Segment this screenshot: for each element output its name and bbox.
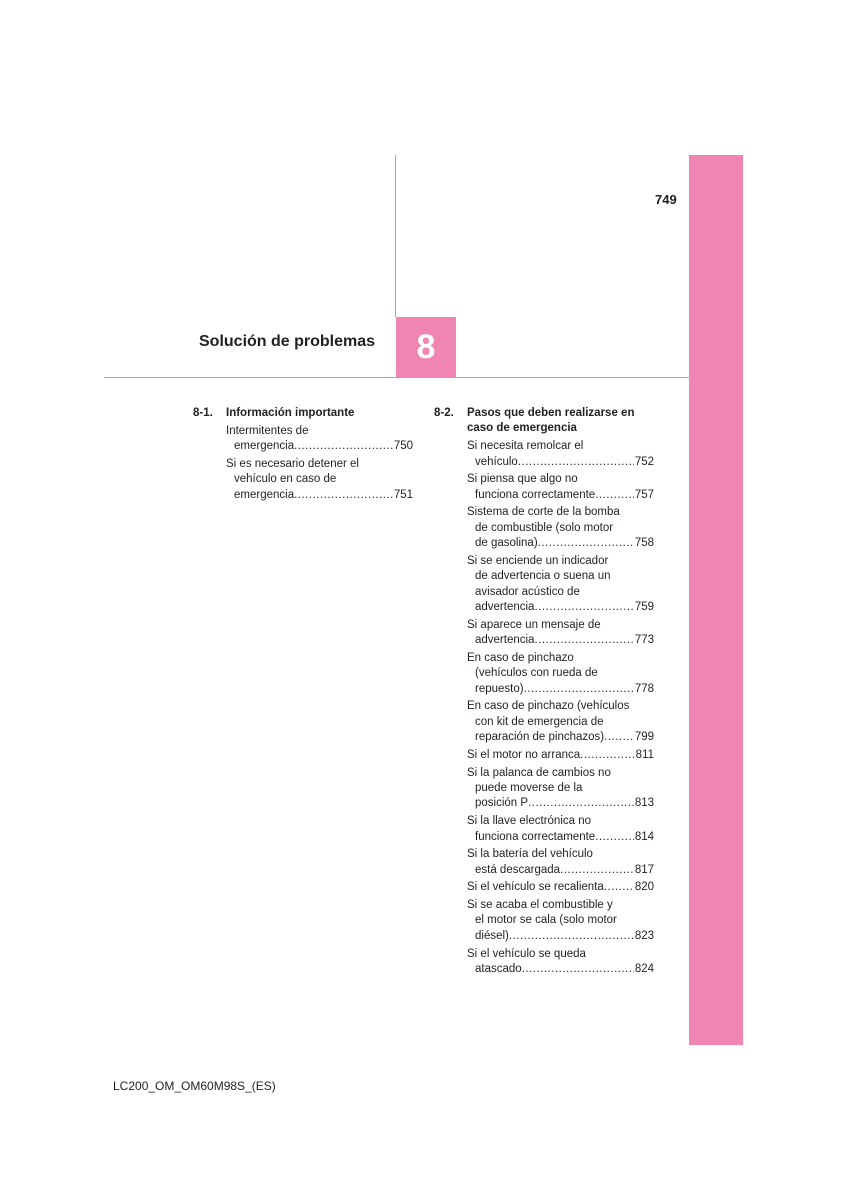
- toc-entry[interactable]: [226, 457, 413, 503]
- toc-page-ref[interactable]: 750: [393, 440, 413, 453]
- toc-entry-line: Si aparece un mensaje de: [467, 618, 601, 631]
- toc-entry-line: Si necesita remolcar el: [467, 440, 584, 453]
- section-title-line: caso de emergencia: [467, 422, 577, 435]
- toc-page-ref[interactable]: 799: [634, 731, 654, 744]
- toc-entry[interactable]: [467, 766, 654, 812]
- toc-entry-last-line: [467, 633, 654, 648]
- toc-page-ref[interactable]: 752: [634, 455, 654, 468]
- toc-entry-last-line: [467, 730, 654, 745]
- dot-leader: [528, 796, 634, 811]
- toc-entry[interactable]: [467, 847, 654, 878]
- toc-page-ref[interactable]: 757: [634, 488, 654, 501]
- toc-entry-line: Sistema de corte de la bomba: [467, 506, 620, 519]
- toc-entry-line: atascado: [475, 962, 522, 975]
- section-heading: [434, 406, 654, 437]
- toc-entry-line: funciona correctamente: [475, 488, 596, 501]
- section-number: 8-1.: [193, 407, 213, 419]
- dot-leader: [604, 730, 634, 745]
- toc-entry[interactable]: [467, 898, 654, 944]
- dot-leader: [595, 830, 634, 845]
- toc-entry-line: Intermitentes de: [226, 424, 309, 437]
- toc-entry-line: el motor se cala (solo motor: [475, 914, 617, 927]
- chapter-number-box: [396, 317, 456, 377]
- header-vertical-rule: [395, 155, 396, 317]
- toc-entry[interactable]: [467, 554, 654, 616]
- toc-page-ref[interactable]: 823: [634, 929, 654, 942]
- toc-entry-line: de combustible (solo motor: [475, 521, 614, 534]
- toc-entry[interactable]: [226, 424, 413, 455]
- toc-entry[interactable]: [467, 748, 654, 763]
- dot-leader: [294, 488, 393, 503]
- dot-leader: [524, 682, 634, 697]
- toc-entry-line: Si la palanca de cambios no: [467, 766, 611, 779]
- dot-leader: [580, 748, 635, 763]
- section-title-line: Pasos que deben realizarse en: [467, 407, 635, 419]
- dot-leader: [538, 536, 634, 551]
- toc-entry[interactable]: [467, 472, 654, 503]
- toc-entry-line: de advertencia o suena un: [475, 570, 611, 583]
- toc-entry-line: emergencia: [234, 488, 295, 501]
- toc-entry-last-line: [467, 880, 654, 895]
- toc-entry-line: Si piensa que algo no: [467, 473, 578, 486]
- toc-entry-line: reparación de pinchazos): [475, 731, 605, 744]
- dot-leader: [604, 880, 634, 895]
- toc-entry-last-line: [226, 439, 413, 454]
- toc-entry[interactable]: [467, 814, 654, 845]
- toc-entry[interactable]: [467, 439, 654, 470]
- chapter-tab-strip: [689, 155, 743, 1045]
- toc-entry-last-line: [467, 600, 654, 615]
- toc-page-ref[interactable]: 751: [393, 488, 413, 501]
- section-title-line: Información importante: [226, 407, 355, 419]
- toc-entry-line: diésel): [475, 929, 509, 942]
- toc-page-ref[interactable]: 813: [634, 797, 654, 810]
- toc-entry-line: advertencia: [475, 601, 535, 614]
- section-title: [226, 406, 354, 421]
- toc-entry-last-line: [467, 830, 654, 845]
- section-number: 8-2.: [434, 407, 454, 419]
- toc-entry-line: Si el motor no arranca: [467, 748, 581, 761]
- toc-entry-last-line: [467, 796, 654, 811]
- dot-leader: [534, 600, 633, 615]
- section-title: [467, 406, 634, 437]
- toc-entry[interactable]: [467, 505, 654, 551]
- toc-entry-last-line: [467, 962, 654, 977]
- toc-entry-last-line: [226, 488, 413, 503]
- toc-entry-last-line: [467, 748, 654, 763]
- toc-entry-line: funciona correctamente: [475, 830, 596, 843]
- toc-page-ref[interactable]: 759: [634, 601, 654, 614]
- dot-leader: [294, 439, 393, 454]
- dot-leader: [509, 929, 634, 944]
- toc-entry-line: puede moverse de la: [475, 782, 583, 795]
- toc-entry-line: advertencia: [475, 634, 535, 647]
- toc-entry-line: (vehículos con rueda de: [475, 667, 598, 680]
- toc-entry-last-line: [467, 929, 654, 944]
- toc-entry[interactable]: [467, 880, 654, 895]
- toc-section: [434, 406, 654, 977]
- header-horizontal-rule: [104, 377, 689, 378]
- dot-leader: [534, 633, 633, 648]
- toc-page-ref[interactable]: 824: [634, 962, 654, 975]
- toc-entry-line: repuesto): [475, 682, 524, 695]
- toc-page-ref[interactable]: 820: [634, 881, 654, 894]
- toc-entry-line: Si la batería del vehículo: [467, 848, 593, 861]
- toc-entry-line: avisador acústico de: [475, 585, 580, 598]
- dot-leader: [595, 488, 634, 503]
- section-heading: [193, 406, 413, 421]
- toc-entries: [226, 424, 413, 503]
- toc-entry-last-line: [467, 488, 654, 503]
- toc-entry-last-line: [467, 536, 654, 551]
- toc-entry-line: Si se enciende un indicador: [467, 554, 609, 567]
- chapter-number: 8: [416, 327, 436, 366]
- toc-section: [193, 406, 413, 503]
- toc-entry-last-line: [467, 682, 654, 697]
- chapter-title: Solución de problemas: [199, 333, 376, 350]
- toc-entry-line: Si es necesario detener el: [226, 457, 359, 470]
- page-number: 749: [655, 192, 677, 207]
- toc-entry-line: emergencia: [234, 440, 295, 453]
- toc-entry-line: En caso de pinchazo (vehículos: [467, 700, 630, 713]
- toc-entry-line: Si la llave electrónica no: [467, 815, 592, 828]
- footer-code: LC200_OM_OM60M98S_(ES): [113, 1079, 276, 1093]
- toc-entry-line: está descargada: [475, 863, 561, 876]
- toc-entry-line: Si se acaba el combustible y: [467, 899, 613, 912]
- toc-page-ref[interactable]: 817: [634, 863, 654, 876]
- toc-entry[interactable]: [467, 618, 654, 649]
- toc-entry-line: vehículo: [475, 455, 518, 468]
- toc-entry[interactable]: [467, 947, 654, 978]
- toc-entry-line: de gasolina): [475, 537, 538, 550]
- toc-entry-line: posición P: [475, 797, 529, 810]
- dot-leader: [560, 863, 634, 878]
- toc-page-ref[interactable]: 814: [634, 830, 654, 843]
- toc-entry-last-line: [467, 863, 654, 878]
- toc-page-ref[interactable]: 778: [634, 682, 654, 695]
- toc-entry[interactable]: [467, 699, 654, 745]
- toc-entry-line: Si el vehículo se queda: [467, 947, 586, 960]
- toc-entry-line: con kit de emergencia de: [475, 715, 604, 728]
- toc-entry[interactable]: [467, 651, 654, 697]
- toc-entries: [467, 439, 654, 977]
- toc-entry-last-line: [467, 455, 654, 470]
- toc-entry-line: vehículo en caso de: [234, 473, 337, 486]
- dot-leader: [522, 962, 634, 977]
- toc-page-ref[interactable]: 773: [634, 634, 654, 647]
- toc-page-ref[interactable]: 811: [635, 748, 654, 761]
- toc-entry-line: En caso de pinchazo: [467, 651, 574, 664]
- toc-entry-line: Si el vehículo se recalienta: [467, 881, 604, 894]
- dot-leader: [518, 455, 634, 470]
- toc-page-ref[interactable]: 758: [634, 537, 654, 550]
